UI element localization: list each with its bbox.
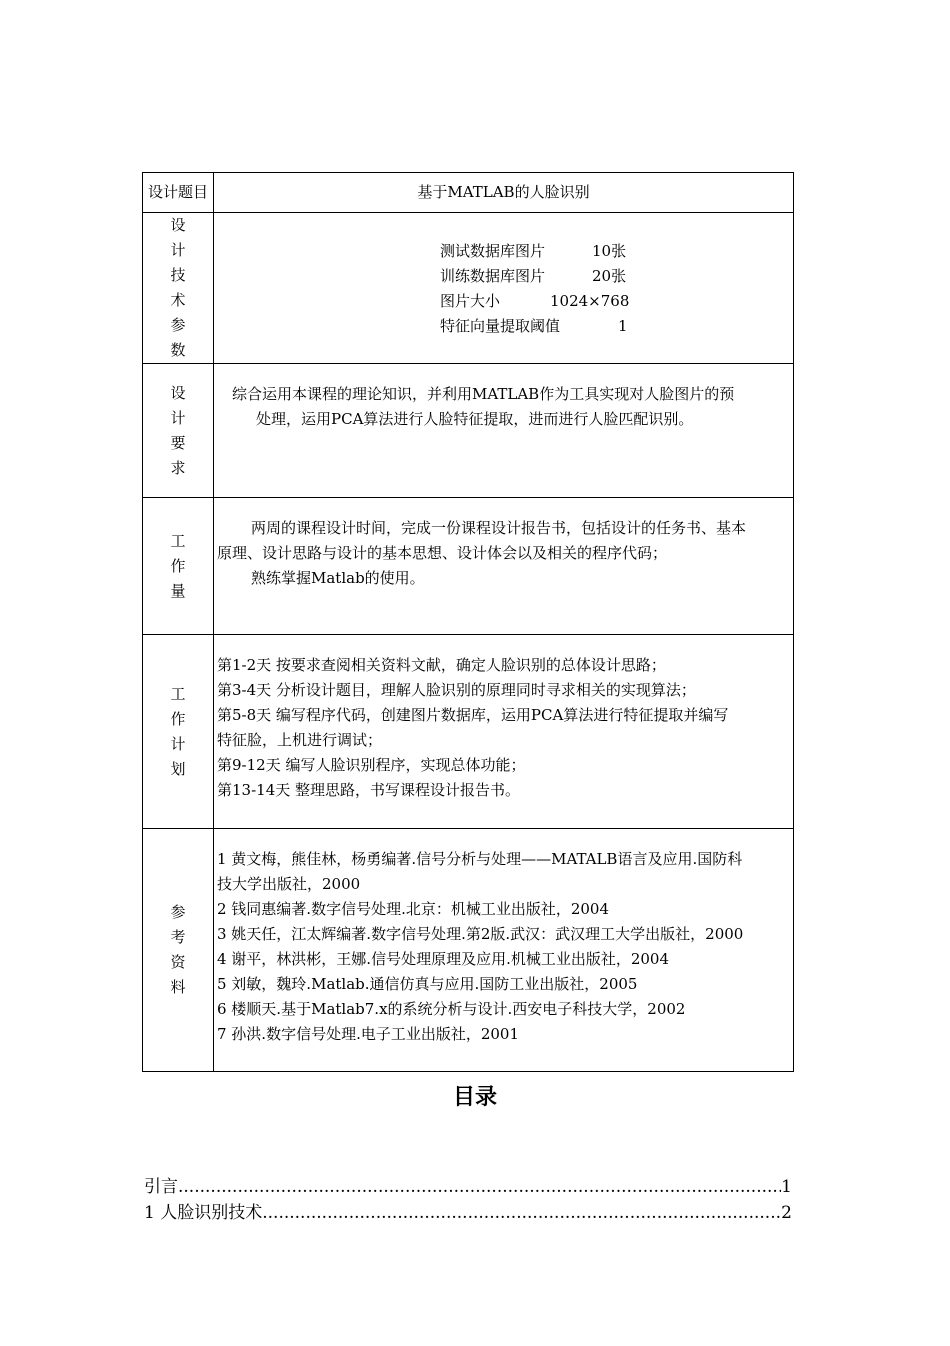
plan-label-char: 工	[170, 684, 186, 703]
toc-leader-dots	[178, 1177, 781, 1197]
params-label-char: 计	[170, 241, 186, 259]
plan-line: 第5-8天 编写程序代码，创建图片数据库，运用PCA算法进行特征提取并编写	[217, 706, 729, 724]
ref-content-cell	[214, 829, 794, 1072]
plan-line: 第9-12天 编写人脸识别程序，实现总体功能；	[217, 756, 526, 774]
param-value: 20张	[592, 267, 627, 285]
title-value-cell: 基于MATLAB的人脸识别	[214, 173, 794, 213]
req-line: 综合运用本课程的理论知识，并利用MATLAB作为工具实现对人脸图片的预	[232, 385, 735, 403]
work-label-char: 工	[170, 531, 186, 550]
param-value: 1	[618, 317, 628, 335]
ref-line: 5 刘敏，魏玲.Matlab.通信仿真与应用.国防工业出版社，2005	[217, 975, 638, 993]
param-row	[440, 289, 793, 314]
param-value: 1024×768	[550, 292, 630, 310]
work-label-char: 作	[170, 556, 186, 575]
design-spec-table	[142, 172, 794, 1072]
ref-line: 技大学出版社，2000	[217, 875, 361, 893]
req-line: 处理，运用PCA算法进行人脸特征提取，进而进行人脸匹配识别。	[256, 410, 694, 428]
ref-line: 3 姚天任，江太辉编著.数字信号处理.第2版.武汉：武汉理工大学出版社，2000	[217, 925, 744, 943]
toc-list	[144, 1172, 792, 1224]
plan-line: 特征脸，上机进行调试；	[217, 731, 383, 749]
work-content-cell	[214, 498, 794, 635]
param-name: 训练数据库图片	[440, 267, 546, 285]
req-label-char: 要	[170, 433, 186, 452]
ref-label-char: 资	[170, 953, 186, 971]
toc-entry-page: 2	[781, 1203, 792, 1223]
params-label-char: 术	[170, 291, 186, 309]
ref-label-cell	[143, 829, 214, 1072]
ref-label-char: 料	[170, 978, 186, 996]
req-content-cell	[214, 364, 794, 498]
ref-line: 1 黄文梅，熊佳林，杨勇编著.信号分析与处理——MATALB语言及应用.国防科	[217, 850, 743, 868]
params-label-char: 设	[170, 216, 186, 234]
plan-label-char: 作	[170, 709, 186, 728]
req-label-cell	[143, 364, 214, 498]
toc-entry[interactable]	[144, 1198, 792, 1224]
req-label-char: 求	[170, 458, 186, 477]
param-row	[440, 264, 793, 289]
params-label-char: 数	[170, 341, 186, 359]
title-label-cell: 设计题目	[143, 173, 214, 213]
param-name: 图片大小	[440, 292, 501, 310]
plan-line: 第3-4天 分析设计题目，理解人脸识别的原理同时寻求相关的实现算法；	[217, 681, 696, 699]
work-label-char: 量	[170, 581, 186, 600]
param-row	[440, 239, 793, 264]
plan-label-cell	[143, 635, 214, 829]
param-value: 10张	[592, 242, 627, 260]
ref-line: 4 谢平，林洪彬，王娜.信号处理原理及应用.机械工业出版社，2004	[217, 950, 670, 968]
params-label-char: 技	[170, 266, 186, 284]
ref-line: 2 钱同惠编著.数字信号处理.北京：机械工业出版社，2004	[217, 900, 610, 918]
ref-label-char: 考	[170, 928, 186, 946]
ref-line: 7 孙洪.数字信号处理.电子工业出版社，2001	[217, 1025, 520, 1043]
ref-label-char: 参	[170, 903, 186, 921]
req-label-char: 设	[170, 383, 186, 402]
work-line: 两周的课程设计时间，完成一份课程设计报告书，包括设计的任务书、基本	[251, 519, 747, 537]
req-label-char: 计	[170, 408, 186, 427]
ref-line: 6 楼顺天.基于Matlab7.x的系统分析与设计.西安电子科技大学，2002	[217, 1000, 686, 1018]
param-name: 特征向量提取阈值	[440, 317, 561, 335]
params-label-char: 参	[170, 316, 186, 334]
toc-entry-page: 1	[781, 1177, 792, 1197]
toc-entry-text: 引言	[144, 1177, 178, 1197]
plan-label-char: 计	[170, 734, 186, 753]
work-line: 原理、设计思路与设计的基本思想、设计体会以及相关的程序代码；	[217, 544, 668, 562]
params-content-cell	[214, 213, 794, 364]
plan-line: 第1-2天 按要求查阅相关资料文献，确定人脸识别的总体设计思路；	[217, 656, 666, 674]
toc-title: 目录	[452, 1085, 497, 1110]
toc-leader-dots	[262, 1203, 781, 1223]
toc-entry-text: 1 人脸识别技术	[144, 1203, 263, 1223]
plan-label-char: 划	[170, 759, 186, 778]
param-row	[440, 314, 793, 339]
plan-line: 第13-14天 整理思路，书写课程设计报告书。	[217, 781, 521, 799]
work-line: 熟练掌握Matlab的使用。	[251, 569, 425, 587]
work-label-cell	[143, 498, 214, 635]
param-name: 测试数据库图片	[440, 242, 546, 260]
plan-content-cell	[214, 635, 794, 829]
toc-entry[interactable]	[144, 1172, 792, 1198]
params-label-cell	[143, 213, 214, 364]
